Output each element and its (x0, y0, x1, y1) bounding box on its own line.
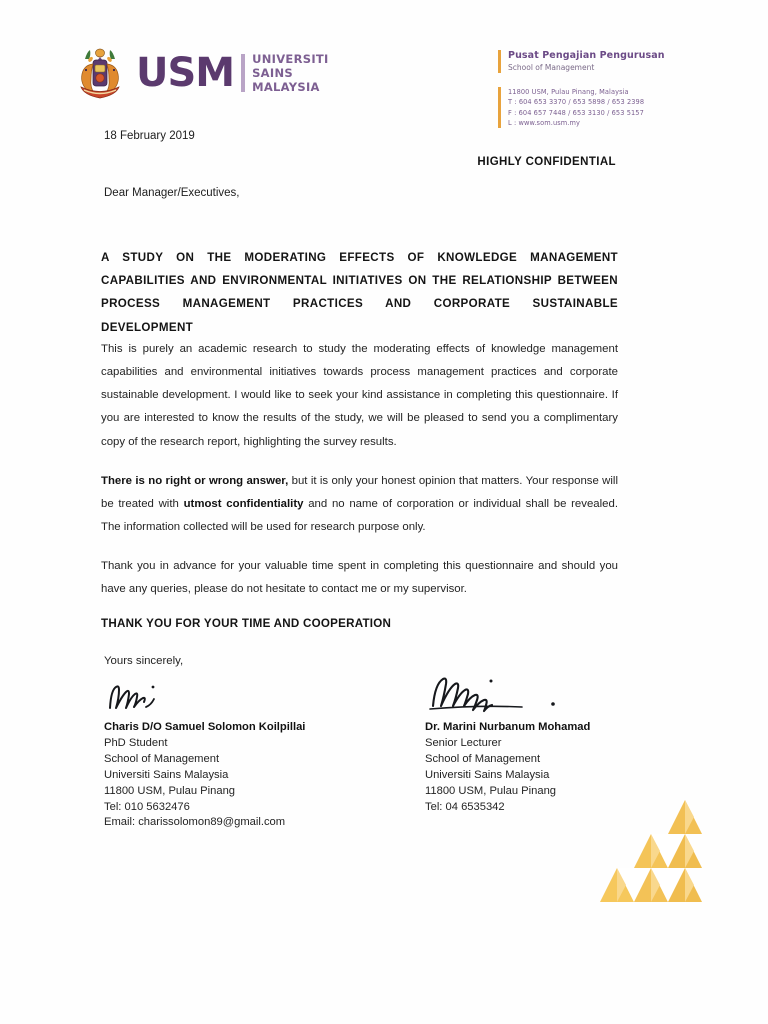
sign-off: Yours sincerely, (104, 655, 184, 667)
signatory-role-right: Senior Lecturer (425, 736, 502, 749)
study-title: A STUDY ON THE MODERATING EFFECTS OF KNOWLEDGE MANAGEMENT CAPABILITIES AND ENVIRONMENTAL INITIATIVES ON THE RELATIONSHIP BETWEEN PROCESS MANAGEMENT PRACTICES AND CORPORATE SUSTAINABLE DEVELOPMENT (101, 251, 618, 334)
usm-logo (72, 46, 329, 100)
body-paragraph-1: This is purely an academic research to study the moderating effects of knowledge management capabilities and environmental initiatives towards process management practices and corporate sustainable development. I would like to seek your kind assistance in completing this questionnaire. If you are interested to know the results of the study, we will be pleased to send you a complimentary copy of the research report, highlighting the survey results. (101, 343, 618, 448)
school-name-group (498, 50, 738, 73)
school-fax: F : 604 657 7448 / 653 3130 / 653 5157 (508, 108, 644, 117)
usm-fullname-line1: UNIVERSITI (252, 51, 329, 66)
school-name-english: School of Management (508, 63, 595, 73)
school-telephone: T : 604 653 3370 / 653 5898 / 653 2398 (508, 98, 645, 107)
letterhead (0, 42, 768, 138)
signatory-address-right: 11800 USM, Pulau Pinang (425, 784, 557, 797)
letter-date: 18 February 2019 (104, 130, 195, 142)
signatory-university-left: Universiti Sains Malaysia (104, 768, 229, 781)
signature-block-left (104, 680, 404, 831)
signatory-role-left: PhD Student (104, 736, 168, 749)
signatory-email-left: Email: charissolomon89@gmail.com (104, 816, 286, 829)
usm-fullname-line2: SAINS (252, 65, 293, 80)
usm-wordmark (136, 49, 329, 96)
body-paragraph-2 (101, 470, 618, 539)
signature-block-right (425, 672, 725, 815)
confidentiality-label: HIGHLY CONFIDENTIAL (477, 156, 616, 168)
usm-fullname (252, 52, 329, 94)
school-name-malay: Pusat Pengajian Pengurusan (508, 50, 665, 61)
paragraph-2-bold-1: There is no right or wrong answer, (101, 474, 289, 487)
signatory-school-left: School of Management (104, 752, 220, 765)
signatory-tel-right: Tel: 04 6535342 (425, 800, 505, 813)
sierpinski-triangle-motif-icon (600, 800, 704, 902)
school-contact-block (498, 87, 738, 128)
signatory-school-right: School of Management (425, 752, 541, 765)
signatory-name-right: Dr. Marini Nurbanum Mohamad (425, 721, 591, 733)
handwritten-signature-icon-right (425, 672, 595, 714)
paragraph-2-text-2: and no name of corporation or individual shall be revealed. The information collected will be used for research purpose only. (101, 497, 618, 533)
school-address: 11800 USM, Pulau Pinang, Malaysia (508, 88, 629, 97)
letter-body (101, 338, 618, 630)
usm-divider (241, 54, 245, 92)
usm-crest-icon (72, 46, 128, 100)
signatory-university-right: Universiti Sains Malaysia (425, 768, 550, 781)
signatory-address-left: 11800 USM, Pulau Pinang (104, 784, 236, 797)
salutation: Dear Manager/Executives, (104, 187, 240, 199)
paragraph-2-text-1: but it is only your honest opinion that matters. Your response will be treated with (101, 474, 618, 510)
handwritten-signature-icon-left (104, 680, 224, 714)
paragraph-2-bold-2: utmost confidentiality (183, 497, 304, 510)
usm-fullname-line3: MALAYSIA (252, 80, 320, 94)
signatory-tel-left: Tel: 010 5632476 (104, 800, 190, 813)
body-paragraph-3: Thank you in advance for your valuable time spent in completing this questionnaire and should you have any queries, please do not hesitate to contact me or my supervisor. (101, 560, 618, 596)
school-details (498, 50, 738, 128)
closing-statement: THANK YOU FOR YOUR TIME AND COOPERATION (101, 617, 392, 631)
signatory-name-left: Charis D/O Samuel Solomon Koilpillai (104, 721, 306, 733)
school-website: L : www.som.usm.my (508, 118, 581, 127)
usm-wordmark-text: USM (136, 49, 235, 96)
